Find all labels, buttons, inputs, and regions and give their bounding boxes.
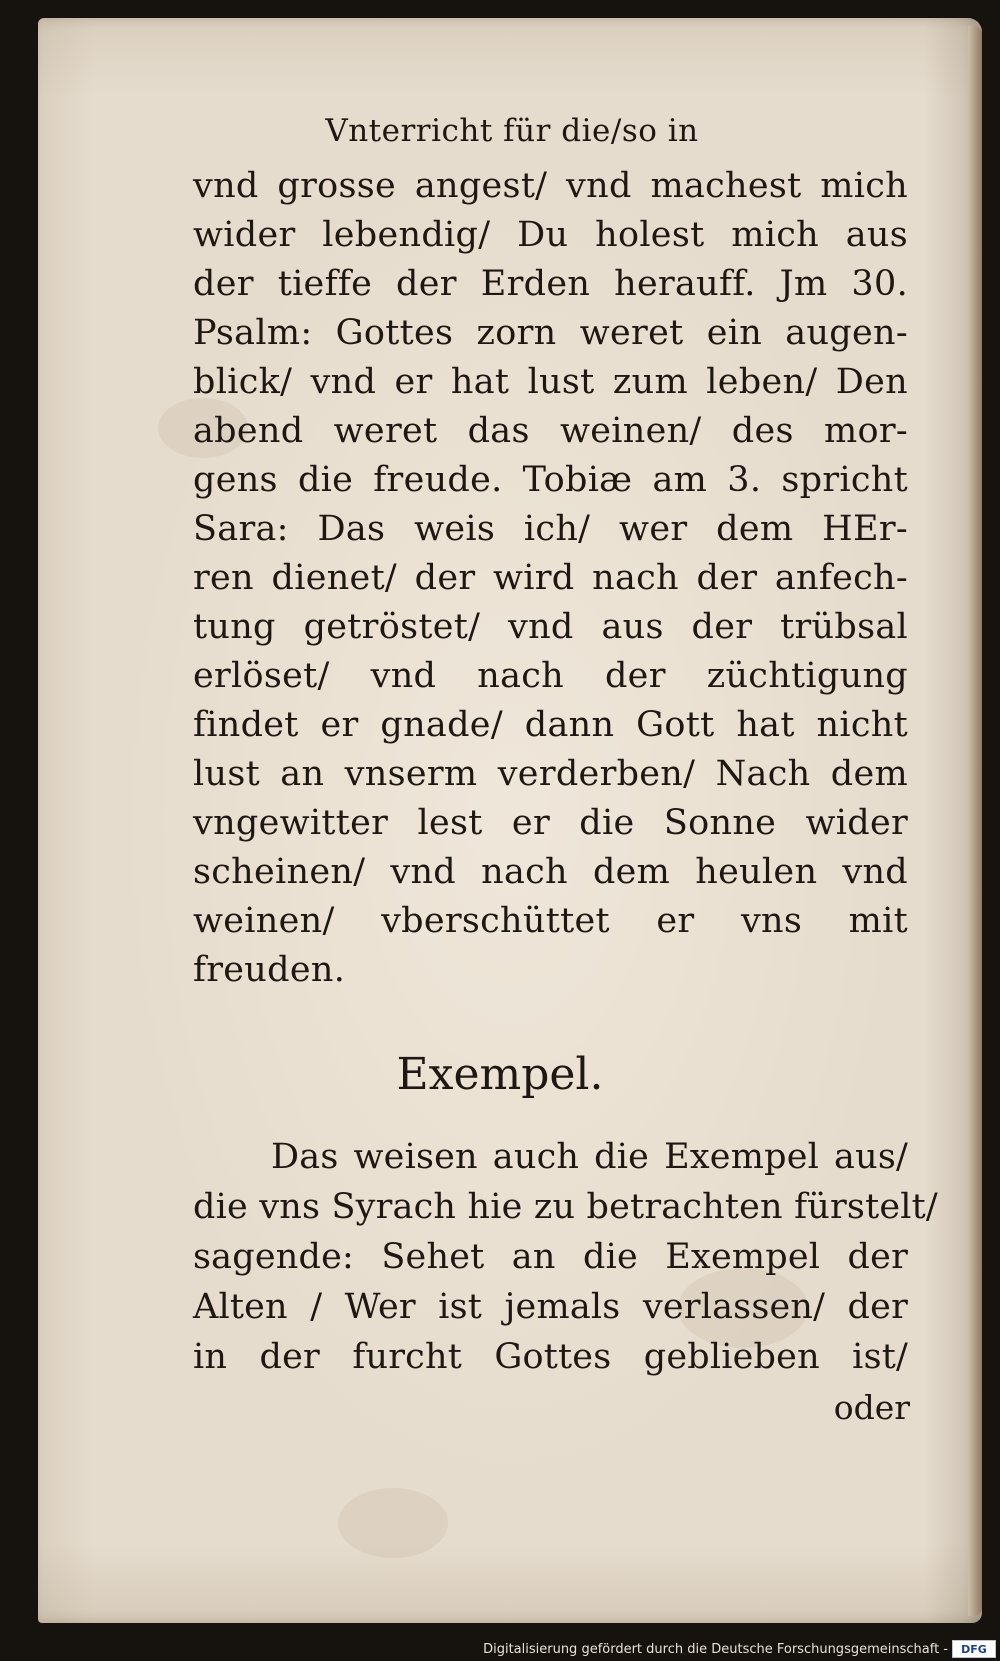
text-line: lust an vnserm verderben/ Nach dem — [193, 754, 908, 794]
text-line: erlöset/ vnd nach der züchtigung — [193, 656, 908, 696]
page-edge — [968, 26, 982, 1616]
text-line: der tieffe der Erden herauff. Jm 30. — [193, 264, 908, 304]
text-line: freuden. — [193, 950, 346, 990]
text-line: tung getröstet/ vnd aus der trübsal — [193, 607, 908, 647]
text-line: ren dienet/ der wird nach der anfech- — [193, 558, 908, 598]
text-line: Psalm: Gottes zorn weret ein augen- — [193, 313, 908, 353]
text-line: gens die freude. Tobiæ am 3. spricht — [193, 460, 908, 500]
section-text-block — [193, 1132, 938, 1382]
text-line: scheinen/ vnd nach dem heulen vnd — [193, 852, 908, 892]
text-line: findet er gnade/ dann Gott hat nicht — [193, 705, 908, 745]
dfg-logo: DFG — [952, 1640, 996, 1658]
main-text-block — [193, 162, 908, 995]
text-line: Alten / Wer ist jemals verlassen/ der — [193, 1287, 908, 1327]
text-line: die vns Syrach hie zu betrachten fürstelt/ — [193, 1187, 938, 1227]
text-line: blick/ vnd er hat lust zum leben/ Den — [193, 362, 908, 402]
funding-credit: Digitalisierung gefördert durch die Deutsche Forschungsgemeinschaft - — [483, 1642, 948, 1657]
text-line: sagende: Sehet an die Exempel der — [193, 1237, 908, 1277]
section-heading: Exempel. — [396, 1049, 604, 1100]
paper-stain — [338, 1488, 448, 1558]
text-line: wider lebendig/ Du holest mich aus — [193, 215, 908, 255]
text-line: abend weret das weinen/ des mor- — [193, 411, 908, 451]
text-line: Das weisen auch die Exempel aus/ — [271, 1137, 908, 1177]
text-line: Sara: Das weis ich/ wer dem HEr- — [193, 509, 908, 549]
catchword: oder — [833, 1388, 910, 1427]
text-line: vngewitter lest er die Sonne wider — [193, 803, 908, 843]
running-head: Vnterricht für die/so in — [325, 113, 699, 149]
text-line: weinen/ vberschüttet er vns mit — [193, 901, 908, 941]
text-line: vnd grosse angest/ vnd machest mich — [193, 166, 908, 206]
text-line: in der furcht Gottes geblieben ist/ — [193, 1337, 908, 1377]
